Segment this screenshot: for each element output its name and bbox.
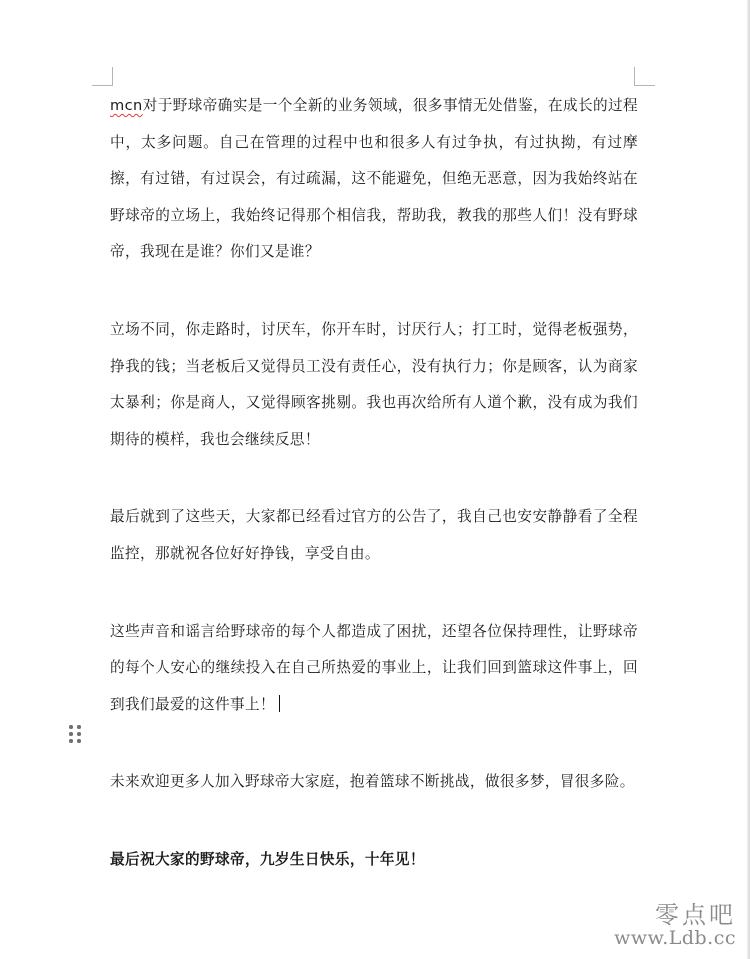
drag-dot <box>69 732 73 736</box>
margin-corner-top-right <box>634 67 655 86</box>
paragraph-1[interactable] <box>110 88 638 271</box>
paragraph-3-text: 最后就到了这些天，大家都已经看过官方的公告了，我自己也安安静静看了全程监控，那就祝各位好好挣钱，享受自由。 <box>110 508 638 562</box>
paragraph-6-text: 最后祝大家的野球帝，九岁生日快乐，十年见！ <box>110 850 425 868</box>
paragraph-2[interactable] <box>110 312 638 458</box>
paragraph-5[interactable] <box>110 764 638 801</box>
block-drag-handle-icon[interactable] <box>69 725 81 743</box>
drag-dot <box>69 739 73 743</box>
paragraph-5-text: 未来欢迎更多人加入野球帝大家庭，抱着篮球不断挑战，做很多梦，冒很多险。 <box>110 773 635 791</box>
text-cursor <box>279 695 281 712</box>
watermark-url: www.Ldb.cc <box>614 927 736 950</box>
paragraph-4[interactable] <box>110 614 638 724</box>
margin-corner-top-left <box>92 67 113 86</box>
drag-dot <box>77 739 81 743</box>
paragraph-1-text: 对于野球帝确实是一个全新的业务领域，很多事情无处借鉴，在成长的过程中，太多问题。自己在管理的过程中也和很多人有过争执，有过执拗，有过摩擦，有过错，有过误会，有过疏漏，这不能避免，但绝无恶意，因为我始终站在野球帝的立场上，我始终记得那个相信我，帮助我，教我的那些人们！没有野球帝，我现在是谁？你们又是谁？ <box>110 97 638 261</box>
document-body[interactable] <box>110 88 638 920</box>
watermark <box>614 902 736 949</box>
drag-dot <box>77 725 81 729</box>
drag-dot <box>69 725 73 729</box>
paragraph-6[interactable] <box>110 842 638 879</box>
watermark-title: 零点吧 <box>655 900 736 929</box>
paragraph-3[interactable] <box>110 499 638 572</box>
drag-dot <box>77 732 81 736</box>
paragraph-2-text: 立场不同，你走路时，讨厌车，你开车时，讨厌行人；打工时，觉得老板强势，挣我的钱；当老板后又觉得员工没有责任心，没有执行力；你是顾客，认为商家太暴利；你是商人，又觉得顾客挑剔。我也再次给所有人道个歉，没有成为我们期待的模样，我也会继续反思！ <box>110 320 638 448</box>
paragraph-4-text: 这些声音和谣言给野球帝的每个人都造成了困扰，还望各位保持理性，让野球帝的每个人安心的继续投入在自己所热爱的事业上，让我们回到篮球这件事上，回到我们最爱的这件事上！ <box>110 622 638 713</box>
misspelled-word[interactable]: mcn <box>110 97 143 114</box>
